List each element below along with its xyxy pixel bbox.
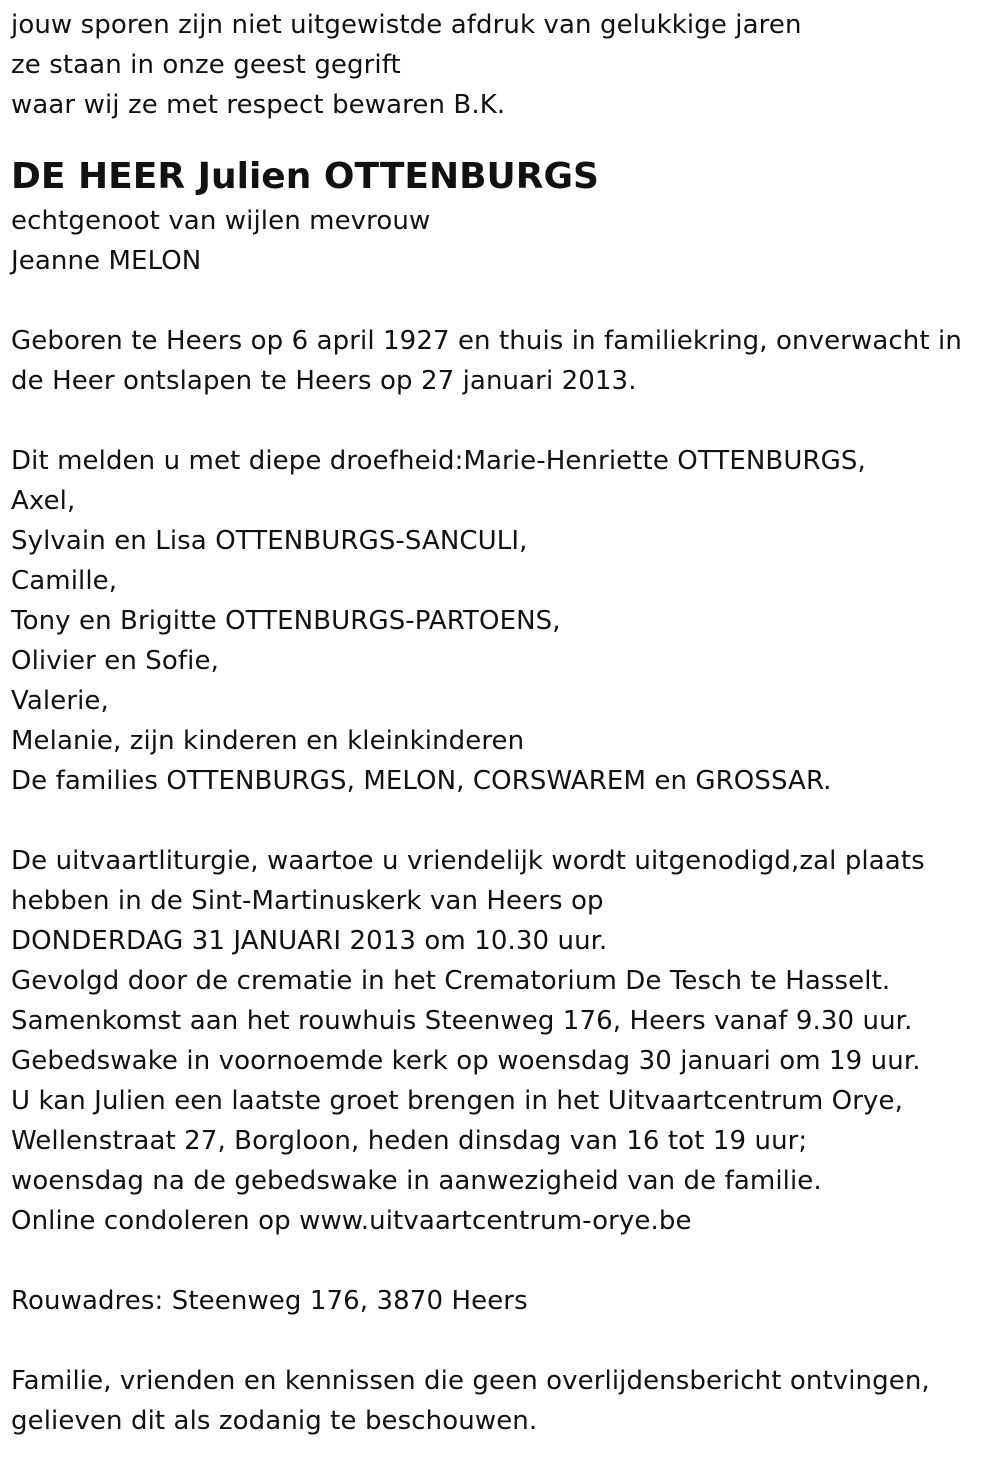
ceremony-line: Gebedswake in voornoemde kerk op woensdag 30 januari om 19 uur. [11,1046,921,1076]
ceremony-line: hebben in de Sint-Martinuskerk van Heers op [11,886,604,916]
family-line: Sylvain en Lisa OTTENBURGS-SANCULI, [11,526,528,556]
ceremony-line: U kan Julien een laatste groet brengen in het Uitvaartcentrum Orye, [11,1086,903,1116]
family-line: Camille, [11,566,118,596]
birth-death-line: de Heer ontslapen te Heers op 27 januari 2013. [11,366,637,396]
poem [11,5,991,125]
deceased-name-title: DE HEER Julien OTTENBURGS [11,156,599,197]
mourning-address: Rouwadres: Steenweg 176, 3870 Heers [11,1286,528,1316]
spacer [11,401,991,441]
closing-line: gelieven dit als zodanig te beschouwen. [11,1406,538,1436]
spacer [11,1321,991,1361]
family-line: Tony en Brigitte OTTENBURGS-PARTOENS, [11,606,561,636]
birth-death-line: Geboren te Heers op 6 april 1927 en thuis in familiekring, onverwacht in [11,326,962,356]
closing-note [11,1361,991,1441]
family-list [11,441,991,801]
ceremony-line: De uitvaartliturgie, waartoe u vriendelijk wordt uitgenodigd,zal plaats [11,846,925,876]
family-line: Olivier en Sofie, [11,646,219,676]
family-line: Valerie, [11,686,109,716]
poem-line: jouw sporen zijn niet uitgewistde afdruk van gelukkige jaren [11,10,802,40]
spacer [11,281,991,321]
poem-line: ze staan in onze geest gegrift [11,50,401,80]
ceremony-info [11,841,991,1241]
birth-death-info [11,321,991,401]
family-line: Melanie, zijn kinderen en kleinkinderen [11,726,525,756]
ceremony-line: Wellenstraat 27, Borgloon, heden dinsdag van 16 tot 19 uur; [11,1126,808,1156]
spouse-info [11,201,991,281]
spouse-name: Jeanne MELON [11,246,202,276]
ceremony-date: DONDERDAG 31 JANUARI 2013 om 10.30 uur. [11,926,608,956]
online-condolence-line: Online condoleren op www.uitvaartcentrum-orye.be [11,1206,692,1236]
family-line: Axel, [11,486,76,516]
family-line: De families OTTENBURGS, MELON, CORSWAREM en GROSSAR. [11,766,832,796]
spacer [11,1241,991,1281]
spacer [11,125,991,153]
obituary-document [11,5,991,1441]
family-line: Dit melden u met diepe droefheid:Marie-Henriette OTTENBURGS, [11,446,866,476]
ceremony-line: Samenkomst aan het rouwhuis Steenweg 176, Heers vanaf 9.30 uur. [11,1006,913,1036]
ceremony-line: Gevolgd door de crematie in het Crematorium De Tesch te Hasselt. [11,966,891,996]
spacer [11,801,991,841]
ceremony-line: woensdag na de gebedswake in aanwezigheid van de familie. [11,1166,822,1196]
spouse-line: echtgenoot van wijlen mevrouw [11,206,431,236]
poem-line: waar wij ze met respect bewaren B.K. [11,90,506,120]
closing-line: Familie, vrienden en kennissen die geen overlijdensbericht ontvingen, [11,1366,930,1396]
